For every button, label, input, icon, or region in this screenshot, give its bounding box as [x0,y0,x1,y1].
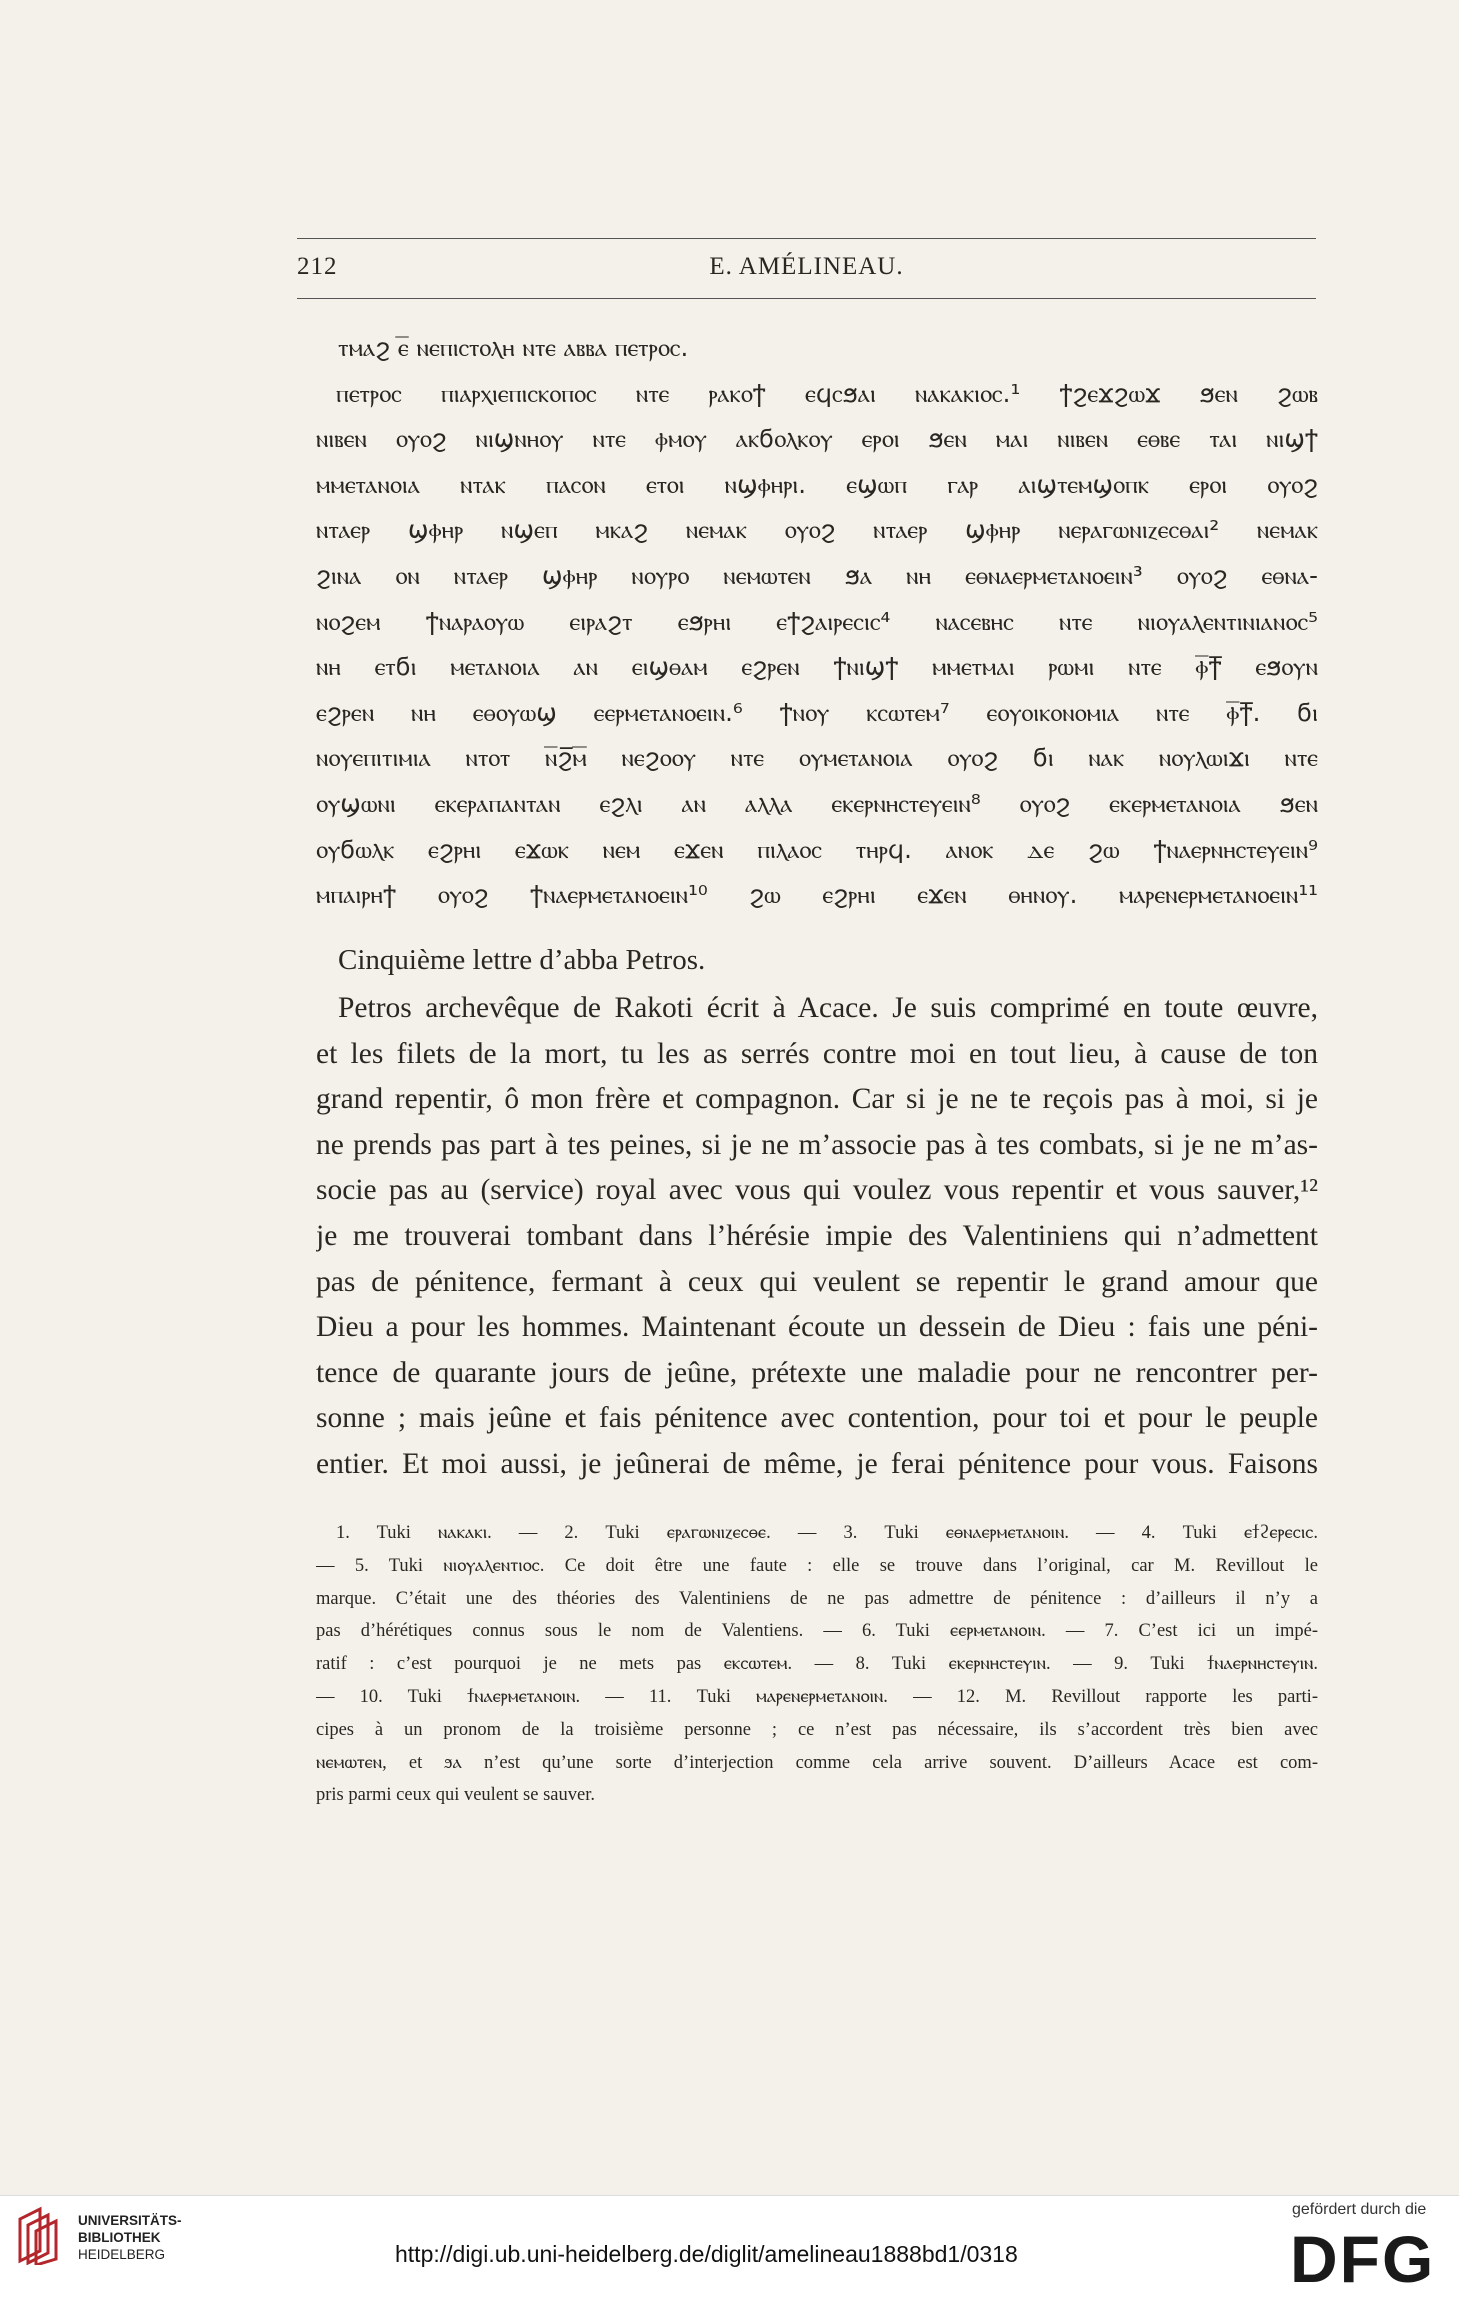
footnote-line: marque. C’était une des théories des Valentiniens de ne pas admettre de pénitence : d’ailleurs il n’y a [316,1588,1318,1609]
french-line: grand repentir, ô mon frère et compagnon. Car si je ne te reçois pas à moi, si je [316,1083,1318,1116]
page-number: 212 [297,253,338,280]
funder-label: gefördert durch die [1292,2201,1427,2218]
french-line: sonne ; mais jeûne et fais pénitence avec contention, pour toi et pour le peuple [316,1402,1318,1435]
footnotes [316,1517,1318,1812]
coptic-line: ⲛⲧⲁⲉⲣ ϣⲫⲏⲣ ⲛϣⲉⲡ ⲙⲕⲁϩ ⲛⲉⲙⲁⲕ ⲟⲩⲟϩ ⲛⲧⲁⲉⲣ ϣⲫⲏⲣ ⲛⲉⲣⲁⲅⲱⲛⲓⲍⲉⲥⲑⲁⲓ² ⲛⲉⲙⲁⲕ [316,515,1318,545]
university-library-logo-icon [14,2205,60,2265]
footnote-line: — 5. Tuki ⲛⲓⲟⲩⲁⲗⲉⲛⲧⲓⲟⲥ. Ce doit être une faute : elle se trouve dans l’original, car M. Revillout le [316,1555,1318,1576]
library-name-line-1: UNIVERSITÄTS- [78,2213,182,2228]
running-head: E. AMÉLINEAU. [709,253,904,280]
coptic-line: ⲟⲩϣⲱⲛⲓ ⲉⲕⲉⲣⲁⲡⲁⲛⲧⲁⲛ ⲉϩⲗⲓ ⲁⲛ ⲁⲗⲗⲁ ⲉⲕⲉⲣⲛⲏⲥⲧⲉⲩⲉⲓⲛ⁸ ⲟⲩⲟϩ ⲉⲕⲉⲣⲙⲉⲧⲁⲛⲟⲓⲁ ϧⲉⲛ [316,788,1318,818]
coptic-line: ⲛⲓⲃⲉⲛ ⲟⲩⲟϩ ⲛⲓϣⲛⲏⲟⲩ ⲛⲧⲉ ⲫⲙⲟⲩ ⲁⲕϭⲟⲗⲕⲟⲩ ⲉⲣⲟⲓ ϧⲉⲛ ⲙⲁⲓ ⲛⲓⲃⲉⲛ ⲉⲑⲃⲉ ⲧⲁⲓ ⲛⲓϣϯ [316,424,1318,454]
coptic-text-block [316,325,1318,918]
coptic-line: ⲉϩⲣⲉⲛ ⲛⲏ ⲉⲑⲟⲩⲱϣ ⲉⲉⲣⲙⲉⲧⲁⲛⲟⲉⲓⲛ.⁶ ϯⲛⲟⲩ ⲕⲥⲱⲧⲉⲙ⁷ ⲉⲟⲩⲟⲓⲕⲟⲛⲟⲙⲓⲁ ⲛⲧⲉ ⲫ̅ϯ̅. ϭⲓ [316,697,1318,727]
french-line: Petros archevêque de Rakoti écrit à Acace. Je suis comprimé en toute œuvre, [338,992,1318,1024]
header-bottom-rule [297,298,1316,299]
header-top-rule [297,238,1316,239]
library-name-line-2: BIBLIOTHEK [78,2230,161,2245]
footnote-line: 1. Tuki ⲛⲁⲕⲁⲕⲓ. — 2. Tuki ⲉⲣⲁⲅⲱⲛⲓⲍⲉⲥⲑⲉ. — 3. Tuki ⲉⲑⲛⲁⲉⲣⲙⲉⲧⲁⲛⲟⲓⲛ. — 4. Tuki ⲉϯϩⲉⲣⲉⲥⲓⲥ. [336,1523,1318,1543]
french-line: socie pas au (service) royal avec vous qui voulez vous repentir et vous sauver,¹² [316,1174,1318,1207]
coptic-line: ⲛⲟϩⲉⲙ ϯⲛⲁⲣⲁⲟⲩⲱ ⲉⲓⲣⲁϩⲧ ⲉϧⲣⲏⲓ ⲉϯϩⲁⲓⲣⲉⲥⲓⲥ⁴ ⲛⲁⲥⲉⲃⲏⲥ ⲛⲧⲉ ⲛⲓⲟⲩⲁⲗⲉⲛⲧⲓⲛⲓⲁⲛⲟⲥ⁵ [316,606,1318,636]
library-name [78,2212,182,2263]
french-line: pas de pénitence, fermant à ceux qui veulent se repentir le grand amour que [316,1265,1318,1298]
coptic-line: ⲛⲟⲩⲉⲡⲓⲧⲓⲙⲓⲁ ⲛⲧⲟⲧ ⲛ̅ϩ̅ⲙ̅ ⲛⲉϩⲟⲟⲩ ⲛⲧⲉ ⲟⲩⲙⲉⲧⲁⲛⲟⲓⲁ ⲟⲩⲟϩ ϭⲓ ⲛⲁⲕ ⲛⲟⲩⲗⲱⲓϫⲓ ⲛⲧⲉ [316,743,1318,773]
french-line: je me trouverai tombant dans l’hérésie impie des Valentiniens qui n’admettent [316,1219,1318,1252]
coptic-line: ⲛⲏ ⲉⲧϭⲓ ⲙⲉⲧⲁⲛⲟⲓⲁ ⲁⲛ ⲉⲓϣⲑⲁⲙ ⲉϩⲣⲉⲛ ϯⲛⲓϣϯ ⲙⲙⲉⲧⲙⲁⲓ ⲣⲱⲙⲓ ⲛⲧⲉ ⲫ̅ϯ̅ ⲉϧⲟⲩⲛ [316,652,1318,682]
coptic-line: ⲙⲡⲁⲓⲣⲏϯ ⲟⲩⲟϩ ϯⲛⲁⲉⲣⲙⲉⲧⲁⲛⲟⲉⲓⲛ¹⁰ ϩⲱ ⲉϩⲣⲏⲓ ⲉϫⲉⲛ ⲑⲏⲛⲟⲩ. ⲙⲁⲣⲉⲛⲉⲣⲙⲉⲧⲁⲛⲟⲉⲓⲛ¹¹ [316,880,1318,910]
footnote-line: pris parmi ceux qui veulent se sauver. [316,1785,595,1806]
french-line: tence de quarante jours de jeûne, prétexte une maladie pour ne rencontrer per- [316,1356,1318,1389]
french-line: ne prends pas part à tes peines, si je ne m’associe pas à tes combats, si je ne m’as- [316,1128,1318,1161]
permalink-url[interactable]: http://digi.ub.uni-heidelberg.de/diglit/amelineau1888bd1/0318 [395,2241,1018,2267]
dfg-logo: DFG [1290,2222,1436,2296]
french-letter-title: Cinquième lettre d’abba Petros. [338,944,706,976]
footnote-line: — 10. Tuki ϯⲛⲁⲉⲣⲙⲉⲧⲁⲛⲟⲓⲛ. — 11. Tuki ⲙⲁⲣⲉⲛⲉⲣⲙⲉⲧⲁⲛⲟⲓⲛ. — 12. M. Revillout rapporte les parti- [316,1686,1318,1707]
page-header [297,253,1316,289]
library-city: HEIDELBERG [78,2247,166,2262]
french-line: Dieu a pour les hommes. Maintenant écoute un dessein de Dieu : fais une péni- [316,1311,1318,1344]
french-line: et les filets de la mort, tu les as serrés contre moi en tout lieu, à cause de ton [316,1037,1318,1070]
coptic-line: ϩⲓⲛⲁ ⲟⲛ ⲛⲧⲁⲉⲣ ϣⲫⲏⲣ ⲛⲟⲩⲣⲟ ⲛⲉⲙⲱⲧⲉⲛ ϧⲁ ⲛⲏ ⲉⲑⲛⲁⲉⲣⲙⲉⲧⲁⲛⲟⲉⲓⲛ³ ⲟⲩⲟϩ ⲉⲑⲛⲁ- [316,560,1318,590]
coptic-line: ⲡⲉⲧⲣⲟⲥ ⲡⲓⲁⲣⲭⲓⲉⲡⲓⲥⲕⲟⲡⲟⲥ ⲛⲧⲉ ⲣⲁⲕⲟϯ ⲉϥⲥϧⲁⲓ ⲛⲁⲕⲁⲕⲓⲟⲥ.¹ ϯϩⲉϫϩⲱϫ ϧⲉⲛ ϩⲱⲃ [336,378,1318,408]
footnote-line: cipes à un pronom de la troisième personne ; ce n’est pas nécessaire, ils s’accordent très bien avec [316,1719,1318,1740]
coptic-line: ⲙⲙⲉⲧⲁⲛⲟⲓⲁ ⲛⲧⲁⲕ ⲡⲁⲥⲟⲛ ⲉⲧⲟⲓ ⲛϣⲫⲏⲣⲓ. ⲉϣⲱⲡ ⲅⲁⲣ ⲁⲓϣⲧⲉⲙϣⲟⲡⲕ ⲉⲣⲟⲓ ⲟⲩⲟϩ [316,469,1318,499]
french-line: entier. Et moi aussi, je jeûnerai de même, je ferai pénitence pour vous. Faisons [316,1447,1318,1480]
coptic-line: ⲧⲙⲁϩ ⲉ̅ ⲛⲉⲡⲓⲥⲧⲟⲗⲏ ⲛⲧⲉ ⲁⲃⲃⲁ ⲡⲉⲧⲣⲟⲥ. [338,333,689,362]
french-translation-block [316,986,1318,1488]
coptic-line: ⲟⲩϭⲱⲗⲕ ⲉϩⲣⲏⲓ ⲉϫⲱⲕ ⲛⲉⲙ ⲉϫⲉⲛ ⲡⲓⲗⲁⲟⲥ ⲧⲏⲣϥ. ⲁⲛⲟⲕ ⲇⲉ ϩⲱ ϯⲛⲁⲉⲣⲛⲏⲥⲧⲉⲩⲉⲓⲛ⁹ [316,834,1318,864]
footnote-line: pas d’hérétiques connus sous le nom de Valentiens. — 6. Tuki ⲉⲉⲣⲙⲉⲧⲁⲛⲟⲓⲛ. — 7. C’est ici un impé- [316,1621,1318,1642]
footnote-line: ⲛⲉⲙⲱⲧⲉⲛ, et ϧⲁ n’est qu’une sorte d’interjection comme cela arrive souvent. D’ailleurs Acace est com- [316,1752,1318,1773]
footnote-line: ratif : c’est pourquoi je ne mets pas ⲉⲕⲥⲱⲧⲉⲙ. — 8. Tuki ⲉⲕⲉⲣⲛⲏⲥⲧⲉⲩⲓⲛ. — 9. Tuki ϯⲛⲁⲉⲣⲛⲏⲥⲧⲉⲩⲓⲛ. [316,1654,1318,1675]
